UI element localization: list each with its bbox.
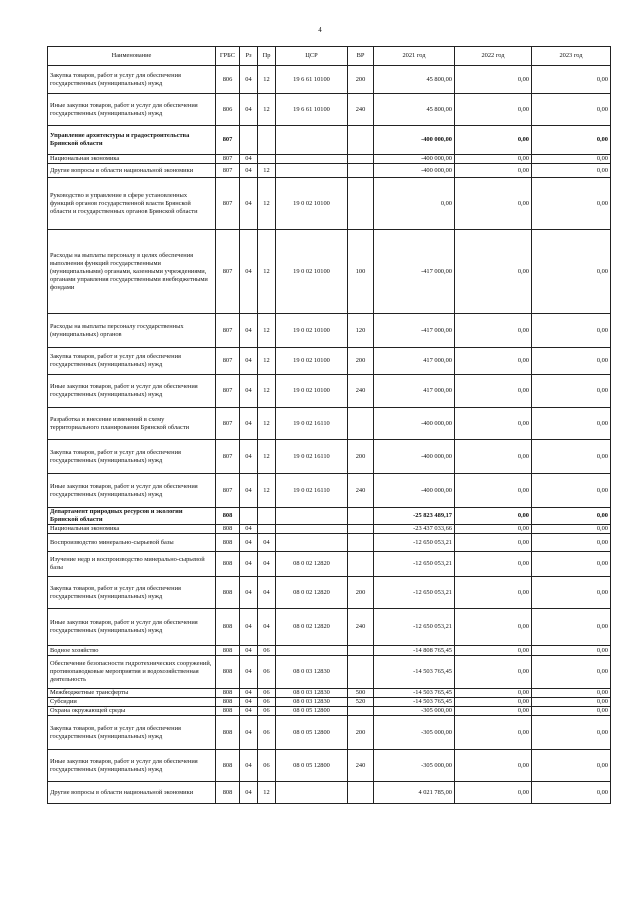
table-row: [48, 314, 611, 348]
cell-y2023: 0,00: [532, 155, 611, 164]
cell-y2021: -417 000,00: [374, 230, 455, 314]
cell-csr: 19 0 02 10100: [276, 348, 348, 375]
cell-rz: 04: [240, 314, 258, 348]
cell-y2021: 417 000,00: [374, 348, 455, 375]
cell-name: Закупка товаров, работ и услуг для обеспечения государственных (муниципальных) нужд: [48, 577, 216, 609]
cell-y2021: 4 021 785,00: [374, 782, 455, 804]
header-rz: Рз: [240, 47, 258, 66]
cell-y2023: 0,00: [532, 525, 611, 534]
cell-grbs: 807: [216, 155, 240, 164]
cell-rz: 04: [240, 534, 258, 552]
cell-csr: 08 0 03 12830: [276, 689, 348, 698]
cell-vr: [348, 408, 374, 440]
cell-rz: 04: [240, 375, 258, 408]
cell-name: Воспроизводство минерально-сырьевой базы: [48, 534, 216, 552]
cell-y2023: 0,00: [532, 348, 611, 375]
cell-grbs: 808: [216, 656, 240, 689]
cell-csr: 08 0 02 12820: [276, 577, 348, 609]
cell-y2022: 0,00: [455, 164, 532, 178]
table-row: [48, 750, 611, 782]
cell-csr: [276, 164, 348, 178]
table-row: [48, 656, 611, 689]
cell-rz: 04: [240, 408, 258, 440]
cell-name: Другие вопросы в области национальной экономики: [48, 164, 216, 178]
cell-y2023: 0,00: [532, 474, 611, 508]
cell-grbs: 807: [216, 126, 240, 155]
table-row: [48, 474, 611, 508]
cell-name: Иные закупки товаров, работ и услуг для обеспечения государственных (муниципальных) нужд: [48, 375, 216, 408]
cell-rz: 04: [240, 698, 258, 707]
table-row: [48, 525, 611, 534]
cell-pr: 12: [258, 230, 276, 314]
cell-name: Разработка и внесение изменений в схему территориального планирования Брянской области: [48, 408, 216, 440]
table-header-row: [48, 47, 611, 66]
cell-y2022: 0,00: [455, 750, 532, 782]
cell-csr: [276, 525, 348, 534]
cell-y2023: 0,00: [532, 577, 611, 609]
cell-name: Водное хозяйство: [48, 646, 216, 656]
cell-vr: 100: [348, 230, 374, 314]
cell-grbs: 808: [216, 508, 240, 525]
cell-pr: 06: [258, 707, 276, 716]
cell-vr: 200: [348, 66, 374, 94]
cell-grbs: 808: [216, 609, 240, 646]
cell-csr: 19 0 02 16110: [276, 408, 348, 440]
cell-rz: 04: [240, 707, 258, 716]
cell-y2023: 0,00: [532, 689, 611, 698]
cell-y2023: 0,00: [532, 164, 611, 178]
cell-pr: 06: [258, 656, 276, 689]
cell-grbs: 807: [216, 178, 240, 230]
cell-y2022: 0,00: [455, 577, 532, 609]
page-number: 4: [318, 26, 322, 34]
cell-grbs: 808: [216, 646, 240, 656]
cell-vr: [348, 534, 374, 552]
cell-pr: 04: [258, 552, 276, 577]
table-row: [48, 609, 611, 646]
header-csr: ЦСР: [276, 47, 348, 66]
cell-y2021: -14 808 765,45: [374, 646, 455, 656]
cell-y2022: 0,00: [455, 782, 532, 804]
table-row: [48, 126, 611, 155]
table-row: [48, 348, 611, 375]
cell-pr: [258, 155, 276, 164]
cell-y2022: 0,00: [455, 646, 532, 656]
cell-y2023: 0,00: [532, 66, 611, 94]
cell-name: Национальная экономика: [48, 155, 216, 164]
cell-grbs: 808: [216, 552, 240, 577]
cell-y2022: 0,00: [455, 66, 532, 94]
cell-y2023: 0,00: [532, 698, 611, 707]
cell-y2022: 0,00: [455, 408, 532, 440]
cell-y2023: 0,00: [532, 440, 611, 474]
cell-rz: 04: [240, 440, 258, 474]
cell-rz: 04: [240, 348, 258, 375]
cell-name: Расходы на выплаты персоналу государственных (муниципальных) органов: [48, 314, 216, 348]
cell-y2023: 0,00: [532, 126, 611, 155]
cell-y2022: 0,00: [455, 552, 532, 577]
cell-csr: 08 0 05 12800: [276, 716, 348, 750]
cell-y2021: -25 823 489,17: [374, 508, 455, 525]
cell-name: Иные закупки товаров, работ и услуг для обеспечения государственных (муниципальных) нужд: [48, 609, 216, 646]
cell-csr: [276, 782, 348, 804]
cell-vr: 500: [348, 689, 374, 698]
cell-pr: [258, 126, 276, 155]
cell-rz: 04: [240, 646, 258, 656]
cell-pr: 12: [258, 375, 276, 408]
cell-rz: 04: [240, 178, 258, 230]
cell-rz: 04: [240, 164, 258, 178]
cell-pr: 12: [258, 782, 276, 804]
cell-y2021: -400 000,00: [374, 474, 455, 508]
cell-grbs: 808: [216, 698, 240, 707]
table-row: [48, 408, 611, 440]
cell-rz: 04: [240, 716, 258, 750]
cell-name: Иные закупки товаров, работ и услуг для обеспечения государственных (муниципальных) нужд: [48, 750, 216, 782]
cell-y2022: 0,00: [455, 474, 532, 508]
cell-pr: 12: [258, 348, 276, 375]
cell-name: Субсидии: [48, 698, 216, 707]
cell-grbs: 807: [216, 230, 240, 314]
cell-y2021: 0,00: [374, 178, 455, 230]
cell-vr: 200: [348, 440, 374, 474]
cell-csr: 19 6 61 10100: [276, 66, 348, 94]
cell-csr: 19 0 02 10100: [276, 178, 348, 230]
cell-vr: 240: [348, 609, 374, 646]
cell-rz: 04: [240, 525, 258, 534]
cell-name: Иные закупки товаров, работ и услуг для обеспечения государственных (муниципальных) нужд: [48, 94, 216, 126]
cell-pr: 12: [258, 178, 276, 230]
cell-grbs: 808: [216, 782, 240, 804]
cell-pr: 12: [258, 164, 276, 178]
cell-y2022: 0,00: [455, 698, 532, 707]
cell-pr: 04: [258, 577, 276, 609]
cell-pr: 06: [258, 750, 276, 782]
cell-vr: 200: [348, 577, 374, 609]
cell-pr: [258, 525, 276, 534]
cell-y2021: -417 000,00: [374, 314, 455, 348]
cell-pr: 12: [258, 408, 276, 440]
cell-y2023: 0,00: [532, 750, 611, 782]
cell-csr: [276, 126, 348, 155]
table-row: [48, 716, 611, 750]
cell-vr: 200: [348, 716, 374, 750]
cell-y2023: 0,00: [532, 656, 611, 689]
cell-name: Управление архитектуры и градостроительства Брянской области: [48, 126, 216, 155]
cell-name: Национальная экономика: [48, 525, 216, 534]
cell-name: Обеспечение безопасности гидротехнических сооружений, противопаводковые мероприятия и водохозяйственная деятельность: [48, 656, 216, 689]
cell-grbs: 806: [216, 94, 240, 126]
cell-name: Закупка товаров, работ и услуг для обеспечения государственных (муниципальных) нужд: [48, 440, 216, 474]
cell-y2021: -14 503 765,45: [374, 698, 455, 707]
cell-y2022: 0,00: [455, 314, 532, 348]
cell-vr: [348, 155, 374, 164]
cell-y2021: -305 000,00: [374, 707, 455, 716]
table-row: [48, 66, 611, 94]
cell-grbs: 807: [216, 314, 240, 348]
cell-vr: [348, 552, 374, 577]
cell-name: Другие вопросы в области национальной экономики: [48, 782, 216, 804]
table-row: [48, 552, 611, 577]
cell-vr: [348, 707, 374, 716]
cell-y2023: 0,00: [532, 782, 611, 804]
cell-y2022: 0,00: [455, 178, 532, 230]
table-row: [48, 577, 611, 609]
cell-grbs: 806: [216, 66, 240, 94]
cell-vr: [348, 656, 374, 689]
table-row: [48, 155, 611, 164]
cell-grbs: 807: [216, 348, 240, 375]
cell-vr: 120: [348, 314, 374, 348]
cell-csr: 19 0 02 10100: [276, 230, 348, 314]
cell-rz: 04: [240, 577, 258, 609]
cell-y2021: 417 000,00: [374, 375, 455, 408]
cell-y2022: 0,00: [455, 126, 532, 155]
cell-grbs: 808: [216, 689, 240, 698]
header-2022: 2022 год: [455, 47, 532, 66]
cell-csr: 19 6 61 10100: [276, 94, 348, 126]
cell-csr: [276, 534, 348, 552]
cell-y2023: 0,00: [532, 716, 611, 750]
cell-rz: 04: [240, 155, 258, 164]
cell-csr: [276, 155, 348, 164]
cell-y2021: -12 650 053,21: [374, 609, 455, 646]
cell-y2023: 0,00: [532, 314, 611, 348]
cell-name: Руководство и управление в сфере установленных функций органов государственной власти Брянской области и государственных органов Брянской области: [48, 178, 216, 230]
cell-name: Охрана окружающей среды: [48, 707, 216, 716]
cell-vr: [348, 525, 374, 534]
cell-csr: 19 0 02 10100: [276, 314, 348, 348]
cell-grbs: 807: [216, 440, 240, 474]
cell-y2022: 0,00: [455, 707, 532, 716]
cell-y2021: -305 000,00: [374, 750, 455, 782]
cell-csr: 19 0 02 16110: [276, 474, 348, 508]
cell-pr: 12: [258, 94, 276, 126]
table-row: [48, 534, 611, 552]
cell-csr: 19 0 02 16110: [276, 440, 348, 474]
cell-rz: 04: [240, 230, 258, 314]
table-row: [48, 178, 611, 230]
cell-y2022: 0,00: [455, 440, 532, 474]
cell-y2022: 0,00: [455, 609, 532, 646]
cell-y2021: 45 800,00: [374, 66, 455, 94]
cell-name: Иные закупки товаров, работ и услуг для обеспечения государственных (муниципальных) нужд: [48, 474, 216, 508]
cell-grbs: 808: [216, 534, 240, 552]
cell-y2023: 0,00: [532, 408, 611, 440]
cell-y2022: 0,00: [455, 155, 532, 164]
table-row: [48, 707, 611, 716]
cell-y2022: 0,00: [455, 534, 532, 552]
cell-rz: 04: [240, 474, 258, 508]
cell-vr: 200: [348, 348, 374, 375]
cell-y2023: 0,00: [532, 646, 611, 656]
cell-csr: [276, 508, 348, 525]
cell-grbs: 808: [216, 525, 240, 534]
cell-csr: 08 0 02 12820: [276, 552, 348, 577]
cell-y2022: 0,00: [455, 348, 532, 375]
table-body: [48, 66, 611, 804]
cell-csr: 08 0 05 12800: [276, 750, 348, 782]
cell-rz: [240, 126, 258, 155]
cell-pr: 04: [258, 534, 276, 552]
cell-pr: 06: [258, 698, 276, 707]
cell-name: Межбюджетные трансферты: [48, 689, 216, 698]
cell-y2021: -12 650 053,21: [374, 577, 455, 609]
cell-vr: [348, 164, 374, 178]
cell-pr: 12: [258, 474, 276, 508]
header-2021: 2021 год: [374, 47, 455, 66]
cell-grbs: 807: [216, 375, 240, 408]
table-row: [48, 375, 611, 408]
cell-name: Департамент природных ресурсов и экологии Брянской области: [48, 508, 216, 525]
cell-y2021: -12 650 053,21: [374, 534, 455, 552]
table-row: [48, 164, 611, 178]
cell-y2021: -305 000,00: [374, 716, 455, 750]
cell-vr: [348, 126, 374, 155]
header-grbs: ГРБС: [216, 47, 240, 66]
header-name: Наименование: [48, 47, 216, 66]
cell-y2023: 0,00: [532, 609, 611, 646]
cell-pr: 12: [258, 440, 276, 474]
cell-y2022: 0,00: [455, 94, 532, 126]
cell-rz: 04: [240, 94, 258, 126]
cell-name: Закупка товаров, работ и услуг для обеспечения государственных (муниципальных) нужд: [48, 348, 216, 375]
table-row: [48, 508, 611, 525]
table-row: [48, 698, 611, 707]
cell-pr: 06: [258, 689, 276, 698]
cell-pr: 06: [258, 646, 276, 656]
cell-csr: 08 0 05 12800: [276, 707, 348, 716]
cell-rz: 04: [240, 66, 258, 94]
cell-y2021: -400 000,00: [374, 408, 455, 440]
cell-grbs: 808: [216, 577, 240, 609]
table-row: [48, 230, 611, 314]
cell-y2021: -400 000,00: [374, 440, 455, 474]
cell-vr: [348, 508, 374, 525]
table-row: [48, 94, 611, 126]
cell-pr: 12: [258, 66, 276, 94]
cell-rz: 04: [240, 552, 258, 577]
cell-y2021: -400 000,00: [374, 126, 455, 155]
cell-y2021: -12 650 053,21: [374, 552, 455, 577]
cell-y2022: 0,00: [455, 525, 532, 534]
cell-y2023: 0,00: [532, 230, 611, 314]
cell-y2022: 0,00: [455, 375, 532, 408]
cell-csr: 19 0 02 10100: [276, 375, 348, 408]
cell-grbs: 807: [216, 408, 240, 440]
cell-pr: 06: [258, 716, 276, 750]
cell-name: Закупка товаров, работ и услуг для обеспечения государственных (муниципальных) нужд: [48, 716, 216, 750]
table-row: [48, 440, 611, 474]
cell-csr: 08 0 02 12820: [276, 609, 348, 646]
cell-y2021: -14 503 765,45: [374, 656, 455, 689]
header-vr: ВР: [348, 47, 374, 66]
header-2023: 2023 год: [532, 47, 611, 66]
cell-y2023: 0,00: [532, 508, 611, 525]
cell-y2022: 0,00: [455, 656, 532, 689]
cell-vr: [348, 178, 374, 230]
cell-y2022: 0,00: [455, 230, 532, 314]
cell-y2023: 0,00: [532, 178, 611, 230]
cell-rz: 04: [240, 656, 258, 689]
cell-pr: 12: [258, 314, 276, 348]
header-pr: Пр: [258, 47, 276, 66]
table-row: [48, 646, 611, 656]
table-row: [48, 782, 611, 804]
budget-table: [47, 46, 611, 804]
cell-pr: 04: [258, 609, 276, 646]
cell-csr: 08 0 03 12830: [276, 698, 348, 707]
cell-vr: 240: [348, 375, 374, 408]
cell-vr: 240: [348, 474, 374, 508]
cell-y2023: 0,00: [532, 707, 611, 716]
cell-vr: 240: [348, 94, 374, 126]
cell-grbs: 807: [216, 164, 240, 178]
cell-y2023: 0,00: [532, 534, 611, 552]
cell-grbs: 808: [216, 750, 240, 782]
cell-csr: [276, 646, 348, 656]
cell-y2023: 0,00: [532, 375, 611, 408]
cell-vr: [348, 782, 374, 804]
cell-y2023: 0,00: [532, 552, 611, 577]
cell-grbs: 807: [216, 474, 240, 508]
cell-rz: [240, 508, 258, 525]
cell-grbs: 808: [216, 716, 240, 750]
table-row: [48, 689, 611, 698]
cell-y2021: -23 437 033,66: [374, 525, 455, 534]
cell-rz: 04: [240, 689, 258, 698]
cell-name: Изучение недр и воспроизводство минерально-сырьевой базы: [48, 552, 216, 577]
cell-grbs: 808: [216, 707, 240, 716]
cell-y2021: 45 800,00: [374, 94, 455, 126]
cell-y2022: 0,00: [455, 508, 532, 525]
cell-name: Закупка товаров, работ и услуг для обеспечения государственных (муниципальных) нужд: [48, 66, 216, 94]
cell-rz: 04: [240, 782, 258, 804]
cell-y2021: -400 000,00: [374, 155, 455, 164]
cell-vr: [348, 646, 374, 656]
cell-vr: 240: [348, 750, 374, 782]
cell-y2022: 0,00: [455, 689, 532, 698]
cell-vr: 520: [348, 698, 374, 707]
cell-name: Расходы на выплаты персоналу в целях обеспечения выполнения функций государственными (муниципальными) органами, казенными учреждениями, органами управления государственными внебюджетными фондами: [48, 230, 216, 314]
cell-y2021: -400 000,00: [374, 164, 455, 178]
cell-rz: 04: [240, 750, 258, 782]
cell-y2022: 0,00: [455, 716, 532, 750]
cell-y2021: -14 503 765,45: [374, 689, 455, 698]
cell-y2023: 0,00: [532, 94, 611, 126]
cell-pr: [258, 508, 276, 525]
cell-rz: 04: [240, 609, 258, 646]
cell-csr: 08 0 03 12830: [276, 656, 348, 689]
